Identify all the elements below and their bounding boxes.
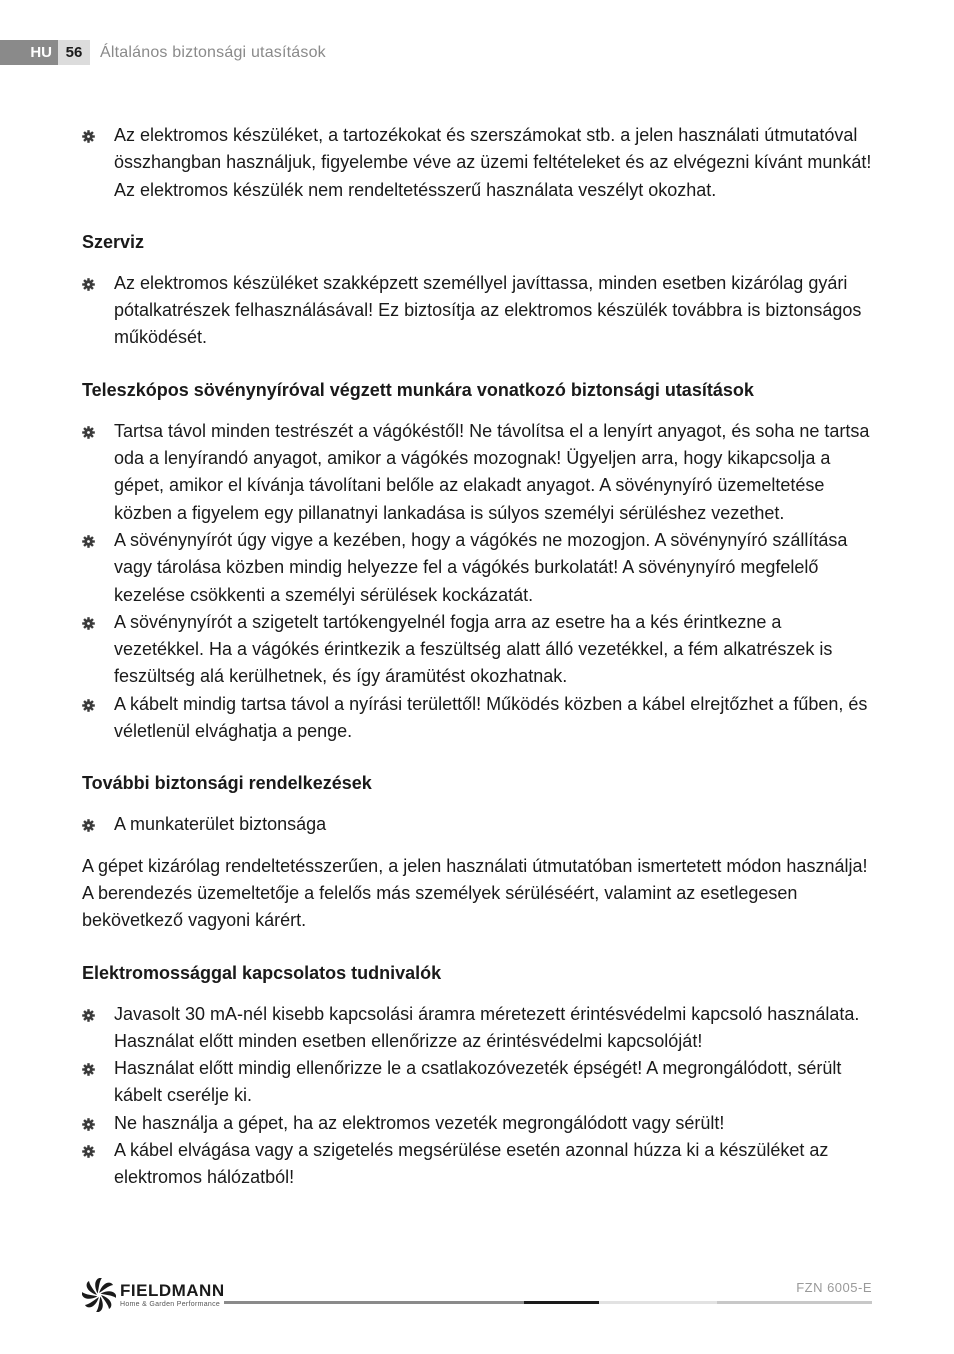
list-item: A munkaterület biztonsága [82,811,872,838]
list-item: Használat előtt mindig ellenőrizze le a csatlakozóvezeték épségét! A megrongálódott, sérült kábelt cserélje ki. [82,1055,872,1110]
tovabbi-list [82,811,872,838]
list-item: A kábelt mindig tartsa távol a nyírási területtől! Működés közben a kábel elrejtőzhet a fűben, és véletlenül elvághatja a penge. [82,691,872,746]
teleszkopos-list [82,418,872,746]
intro-list [82,122,872,204]
gear-bullet-icon [82,1009,95,1022]
gear-bullet-icon [82,617,95,630]
page-number: 56 [58,40,90,65]
model-number: FZN 6005-E [796,1280,872,1295]
footer-divider-dark [524,1301,599,1304]
page-header [0,40,326,65]
list-item: Ne használja a gépet, ha az elektromos vezeték megrongálódott vagy sérült! [82,1110,872,1137]
elektromos-list [82,1001,872,1192]
list-item: A kábel elvágása vagy a szigetelés megsérülése esetén azonnal húzza ki a készüléket az elektromos hálózatból! [82,1137,872,1192]
gear-bullet-icon [82,1145,95,1158]
gear-bullet-icon [82,819,95,832]
gear-bullet-icon [82,278,95,291]
gear-bullet-icon [82,426,95,439]
chapter-title: Általános biztonsági utasítások [100,43,326,61]
footer-divider-end [717,1301,872,1304]
gear-bullet-icon [82,1118,95,1131]
paragraph-tovabbi: A gépet kizárólag rendeltetésszerűen, a jelen használati útmutatóban ismertetett módon használja! A berendezés üzemeltetője a felelős más személyek sérüléséért, valamint az esetlegesen bekövetkező vagyoni kárért. [82,855,868,931]
list-item: A sövénynyírót a szigetelt tartókengyelnél fogja arra az esetre ha a kés érintkezne a vezetékkel. Ha a vágókés érintkezik a feszültség alatt álló vezetékkel, a fém alkatrészek is feszültség alá kerülhetnek, és így áramütést okozhatnak. [82,609,872,691]
footer-divider-light [599,1301,717,1304]
list-item: A sövénynyírót úgy vigye a kezében, hogy a vágókés ne mozogjon. A sövénynyíró szállítása vagy tárolása közben mindig helyezze fel a vágókés burkolatát! A sövénynyíró megfelelő kezelése csökkenti a személyi sérülések kockázatát. [82,527,872,609]
gear-bullet-icon [82,1063,95,1076]
footer-divider-mid [224,1301,524,1304]
gear-bullet-icon [82,130,95,143]
list-item: Az elektromos készüléket, a tartozékokat és szerszámokat stb. a jelen használati útmutatóval összhangban használjuk, figyelembe véve az üzemi feltételeket és az elvégezni kívánt munkát! Az elektromos készülék nem rendeltetésszerű használata veszélyt okozhat. [82,122,872,204]
fan-logo-icon [82,1278,116,1312]
section-title-elektromos: Elektromossággal kapcsolatos tudnivalók [82,962,442,983]
brand-name: FIELDMANN [120,1280,225,1300]
section-title-szerviz: Szerviz [82,231,145,252]
brand-tagline: Home & Garden Performance [120,1300,221,1308]
section-title-teleszkopos: Teleszkópos sövénynyíróval végzett munkára vonatkozó biztonsági utasítások [82,379,754,400]
szerviz-list [82,270,872,352]
brand-logo [82,1278,225,1312]
list-item: Az elektromos készüléket szakképzett személlyel javíttassa, minden esetben kizárólag gyári pótalkatrészek felhasználásával! Ez biztosítja az elektromos készülék továbbra is biztonságos működését. [82,270,872,352]
list-item: Tartsa távol minden testrészét a vágókéstől! Ne távolítsa el a lenyírt anyagot, és soha ne tartsa oda a lenyírandó anyagot, amikor a vágókés mozognak! Ügyeljen arra, hogy kikapcsolja a gépet, amikor el kívánja távolítani belőle az elakadt anyagot. A sövénynyíró üzemeltetése közben a figyelem egy pillanatnyi lankadása is súlyos személyi sérüléshez vezethet. [82,418,872,527]
language-tab: HU [0,40,58,65]
list-item: Javasolt 30 mA-nél kisebb kapcsolási áramra méretezett érintésvédelmi kapcsoló használata. Használat előtt minden esetben ellenőrizze az érintésvédelmi kapcsolóját! [82,1001,872,1056]
gear-bullet-icon [82,535,95,548]
section-title-tovabbi: További biztonsági rendelkezések [82,773,372,794]
page-content [82,122,872,1192]
gear-bullet-icon [82,699,95,712]
